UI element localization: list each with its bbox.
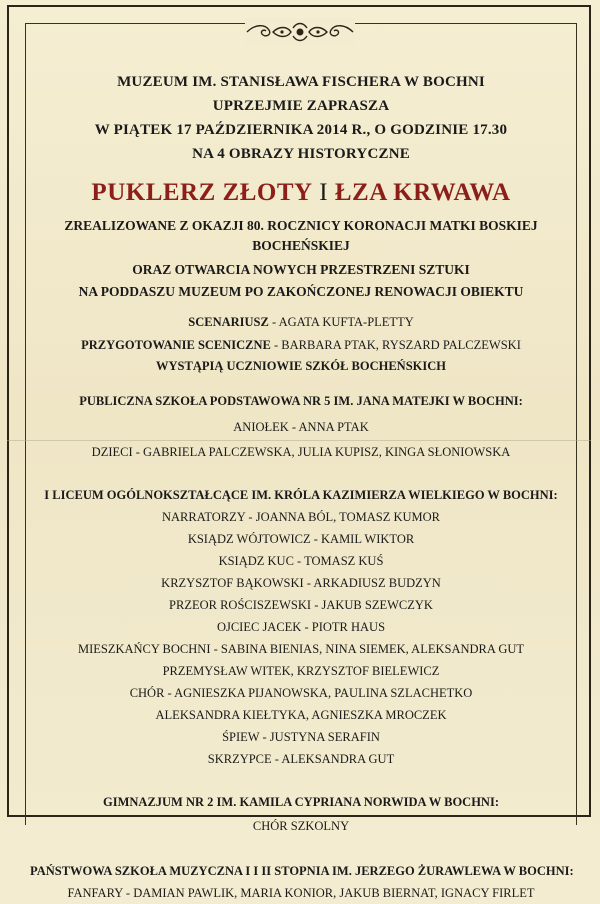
script-credit: [30, 312, 572, 333]
subtitle-line: BOCHEŃSKIEJ: [252, 238, 350, 253]
subtitle-line: NA PODDASZU MUZEUM PO ZAKOŃCZONEJ RENOWACJI OBIEKTU: [78, 284, 524, 299]
event-title: [30, 176, 572, 210]
subtitle-line: ZREALIZOWANE Z OKAZJI 80. ROCZNICY KORONACJI MATKI BOSKIEJ: [64, 218, 538, 233]
cast-item: PRZEMYSŁAW WITEK, KRZYSZTOF BIELEWICZ: [162, 664, 440, 678]
cast-item: DZIECI - GABRIELA PALCZEWSKA, JULIA KUPISZ, KINGA SŁONIOWSKA: [91, 445, 511, 459]
script-value: - AGATA KUFTA-PLETTY: [268, 315, 414, 329]
museum-name: MUZEUM IM. STANISŁAWA FISCHERA W BOCHNI: [117, 74, 485, 90]
cast-item: CHÓR - AGNIESZKA PIJANOWSKA, PAULINA SZLACHETKO: [129, 686, 473, 700]
school-heading: GIMNAZJUM NR 2 IM. KAMILA CYPRIANA NORWIDA W BOCHNI:: [103, 795, 499, 809]
cast-item: ANIOŁEK - ANNA PTAK: [233, 420, 369, 434]
performers-text: WYSTĄPIĄ UCZNIOWIE SZKÓŁ BOCHEŃSKICH: [156, 359, 446, 373]
cast-item: OJCIEC JACEK - PIOTR HAUS: [216, 620, 386, 634]
cast-item: KRZYSZTOF BĄKOWSKI - ARKADIUSZ BUDZYN: [161, 576, 441, 590]
cast-item: NARRATORZY - JOANNA BÓL, TOMASZ KUMOR: [161, 510, 441, 524]
cast-item: KSIĄDZ KUC - TOMASZ KUŚ: [218, 554, 384, 568]
stage-credit: [30, 335, 572, 356]
school-1-section: [30, 391, 572, 463]
school-2-section: [30, 485, 572, 770]
stage-label: PRZYGOTOWANIE SCENICZNE: [81, 338, 271, 352]
school-heading: I LICEUM OGÓLNOKSZTAŁCĄCE IM. KRÓLA KAZIMIERZA WIELKIEGO W BOCHNI:: [44, 488, 558, 502]
cast-item: SKRZYPCE - ALEKSANDRA GUT: [207, 752, 395, 766]
cast-item: ŚPIEW - JUSTYNA SERAFIN: [222, 730, 380, 744]
cast-item: CHÓR SZKOLNY: [252, 819, 350, 833]
subtitle-line: ORAZ OTWARCIA NOWYCH PRZESTRZENI SZTUKI: [132, 262, 470, 277]
school-4-section: [30, 861, 572, 904]
title-separator: I: [319, 179, 329, 206]
invitation-content: [30, 70, 572, 904]
invite-line: UPRZEJMIE ZAPRASZA: [212, 98, 390, 114]
cast-item: PRZEOR ROŚCISZEWSKI - JAKUB SZEWCZYK: [169, 598, 433, 612]
event-description: NA 4 OBRAZY HISTORYCZNE: [192, 146, 410, 162]
school-heading: PAŃSTWOWA SZKOŁA MUZYCZNA I I II STOPNIA IM. JERZEGO ŻURAWLEWA W BOCHNI:: [30, 864, 574, 878]
subtitle-block: [30, 216, 572, 302]
title-part-2: ŁZA KRWAWA: [334, 179, 511, 206]
cast-item: ALEKSANDRA KIEŁTYKA, AGNIESZKA MROCZEK: [155, 708, 447, 722]
stage-value: - BARBARA PTAK, RYSZARD PALCZEWSKI: [270, 338, 521, 352]
script-label: SCENARIUSZ: [188, 315, 269, 329]
school-3-section: [30, 792, 572, 837]
scroll-ornament-icon: [245, 18, 355, 46]
title-part-1: PUKLERZ ZŁOTY: [91, 179, 313, 206]
cast-item: FANFARY - DAMIAN PAWLIK, MARIA KONIOR, JAKUB BIERNAT, IGNACY FIRLET: [67, 886, 535, 900]
cast-item: MIESZKAŃCY BOCHNI - SABINA BIENIAS, NINA SIEMEK, ALEKSANDRA GUT: [77, 642, 525, 656]
school-heading: PUBLICZNA SZKOŁA PODSTAWOWA NR 5 IM. JANA MATEJKI W BOCHNI:: [79, 394, 523, 408]
performers-line: [30, 356, 572, 377]
event-date: W PIĄTEK 17 PAŹDZIERNIKA 2014 R., O GODZINIE 17.30: [94, 122, 508, 138]
cast-item: KSIĄDZ WÓJTOWICZ - KAMIL WIKTOR: [187, 532, 415, 546]
credits-block: [30, 312, 572, 377]
